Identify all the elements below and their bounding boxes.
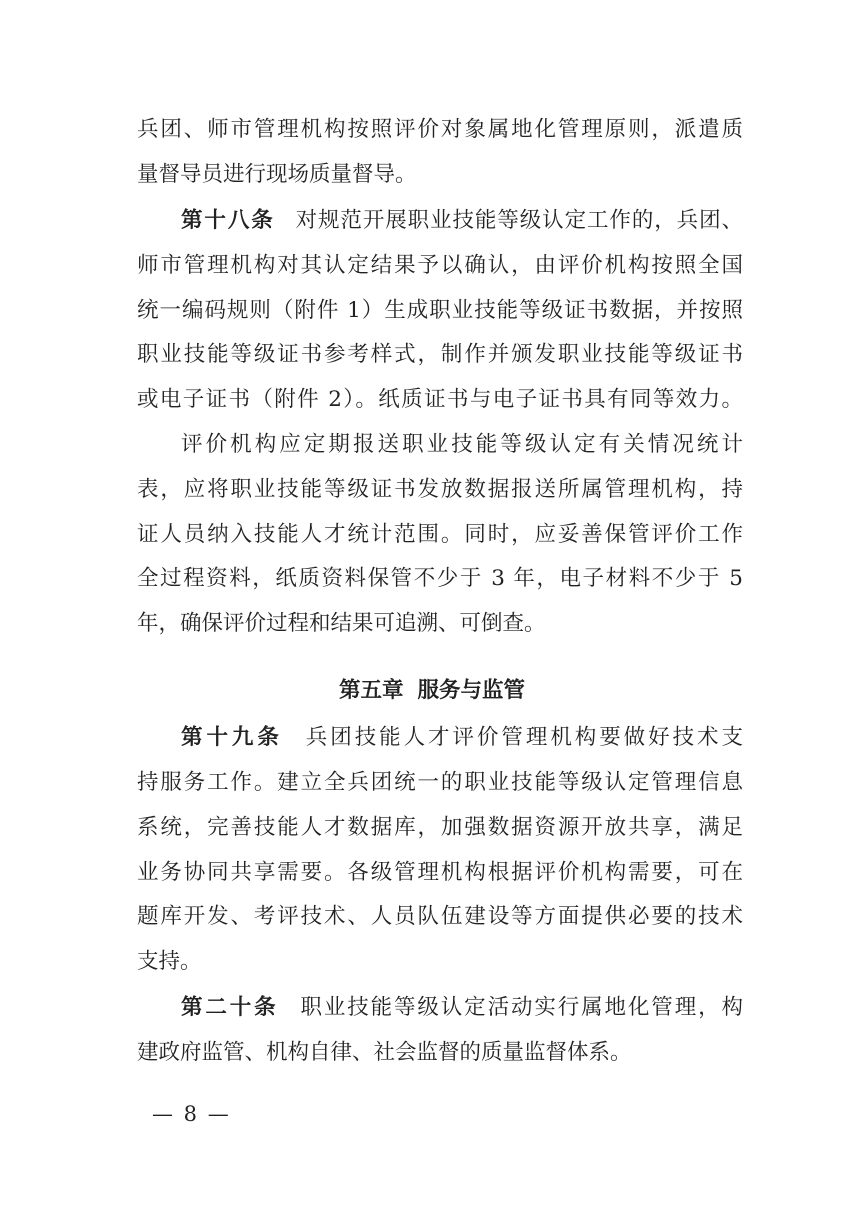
paragraph-line: 持服务工作。建立全兵团统一的职业技能等级认定管理信息 (137, 770, 743, 795)
paragraph-line: 师市管理机构对其认定结果予以确认，由评价机构按照全国 (137, 253, 743, 278)
paragraph-line: 证人员纳入技能人才统计范围。同时，应妥善保管评价工作 (137, 522, 743, 547)
article-18-title: 第十八条 (181, 208, 275, 233)
paragraph-line: 业务协同共享需要。各级管理机构根据评价机构需要，可在 (137, 860, 743, 885)
paragraph-line: 量督导员进行现场质量督导。 (137, 162, 417, 187)
chapter-title: 服务与监管 (417, 678, 526, 703)
article-19-text: 兵团技能人才评价管理机构要做好技术支 (302, 725, 743, 750)
paragraph-line: 题库开发、考评技术、人员队伍建设等方面提供必要的技术 (137, 904, 743, 929)
paragraph-line: 支持。 (137, 949, 202, 974)
article-20-first-line (181, 993, 743, 1023)
paragraph-line: 建政府监管、机构自律、社会监督的质量监督体系。 (137, 1040, 632, 1065)
paragraph-line: 统一编码规则（附件 1）生成职业技能等级证书数据，并按照 (137, 298, 743, 323)
paragraph-line: 兵团、师市管理机构按照评价对象属地化管理原则，派遣质 (137, 117, 743, 142)
article-18-first-line (181, 206, 743, 236)
paragraph-line: 年，确保评价过程和结果可追溯、可倒查。 (137, 611, 546, 636)
paragraph-line: 职业技能等级证书参考样式，制作并颁发职业技能等级证书 (137, 342, 743, 367)
chapter-number: 第五章 (338, 678, 404, 703)
article-19-first-line (181, 723, 743, 753)
article-20-title: 第二十条 (181, 995, 279, 1020)
article-20-text: 职业技能等级认定活动实行属地化管理，构 (298, 995, 743, 1020)
article-19-title: 第十九条 (181, 725, 283, 750)
paragraph-line: 系统，完善技能人才数据库，加强数据资源开放共享，满足 (137, 815, 743, 840)
paragraph-line: 全过程资料，纸质资料保管不少于 3 年，电子材料不少于 5 (137, 566, 743, 591)
chapter-heading (0, 676, 864, 706)
article-18-text: 对规范开展职业技能等级认定工作的，兵团、 (294, 208, 743, 233)
page-number: — 8 — (152, 1102, 231, 1126)
paragraph-line: 或电子证书（附件 2）。纸质证书与电子证书具有同等效力。 (137, 387, 743, 412)
paragraph-line: 表，应将职业技能等级证书发放数据报送所属管理机构，持 (137, 477, 743, 502)
paragraph-line: 评价机构应定期报送职业技能等级认定有关情况统计 (181, 432, 743, 457)
